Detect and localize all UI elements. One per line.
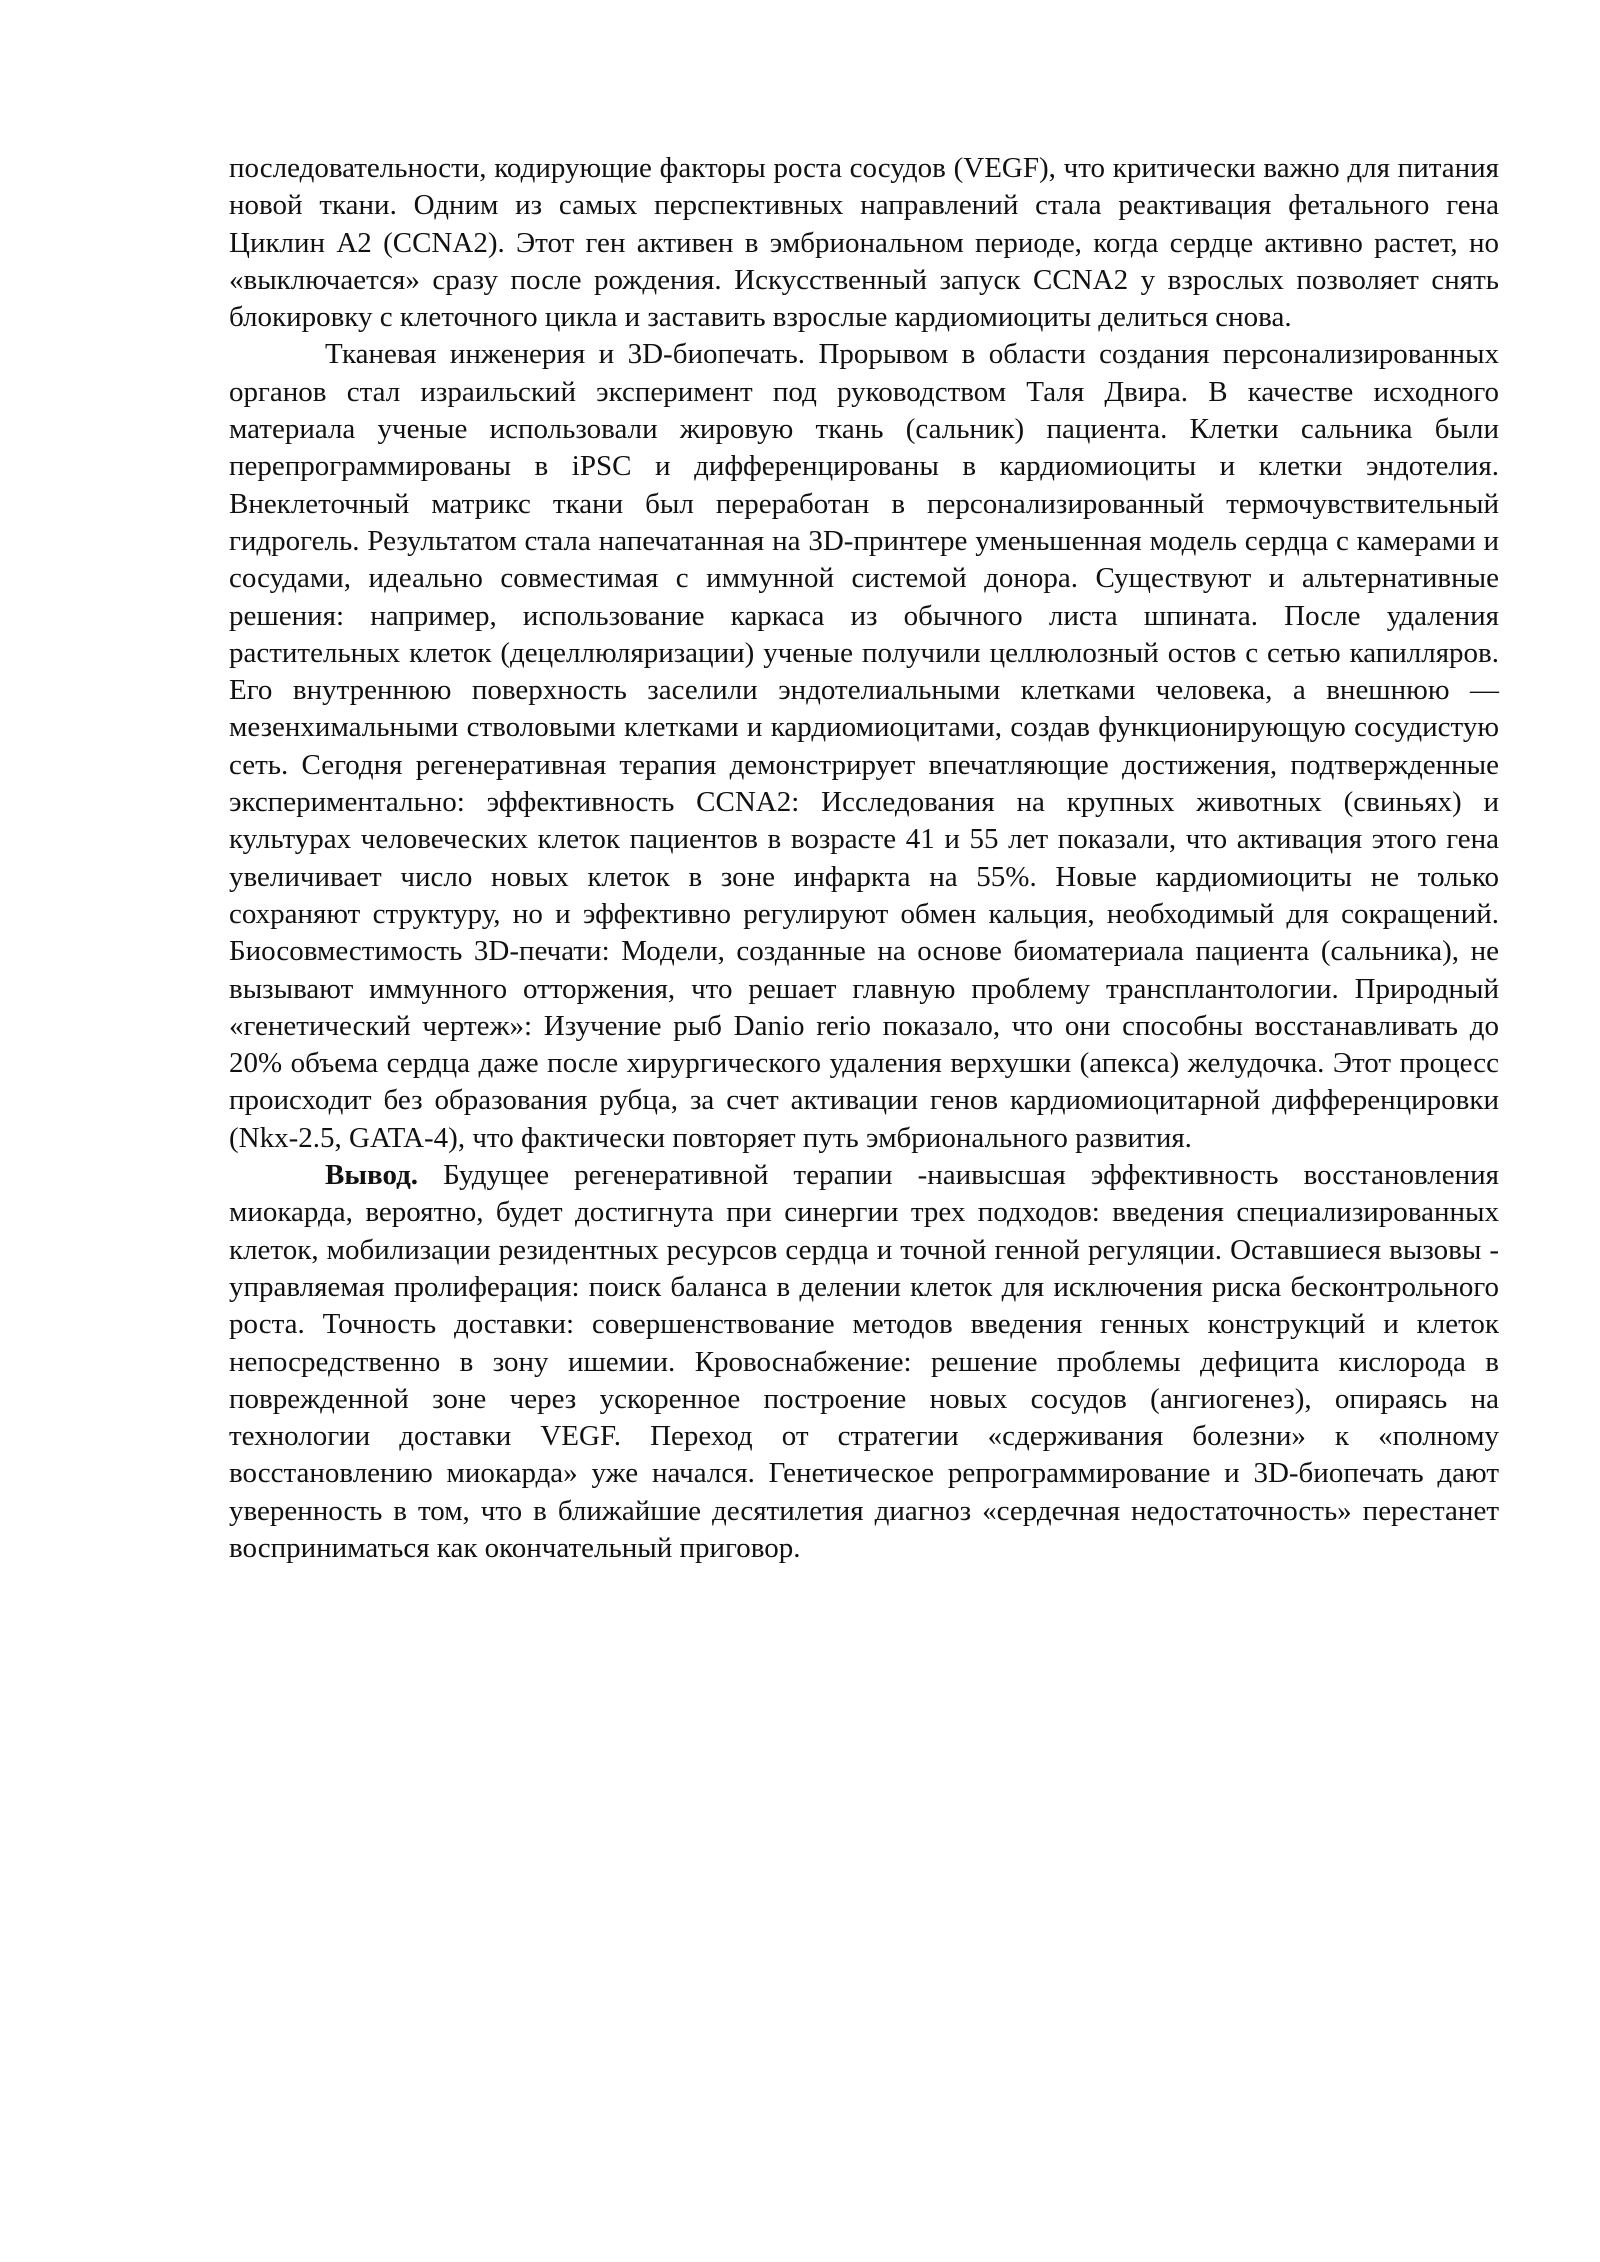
paragraph-intro: последовательности, кодирующие факторы роста сосудов (VEGF), что критически важно для питания новой ткани. Одним из самых перспективных направлений стала реактивация фетального гена Циклин А2 (CCNA2). Этот ген активен в эмбриональном периоде, когда сердце активно растет, но «выключается» сразу после рождения. Искусственный запуск CCNA2 у взрослых позволяет снять блокировку с клеточного цикла и заставить взрослые кардиомиоциты делиться снова. [229, 152, 1499, 334]
paragraph-conclusion [229, 1157, 1499, 1567]
paragraph-tissue-engineering: Тканевая инженерия и 3D-биопечать. Прорывом в области создания персонализированных органов стал израильский эксперимент под руководством Таля Двира. В качестве исходного материала ученые использовали жировую ткань (сальник) пациента. Клетки сальника были перепрограммированы в iPSC и дифференцированы в кардиомиоциты и клетки эндотелия. Внеклеточный матрикс ткани был переработан в персонализированный термочувствительный гидрогель. Результатом стала напечатанная на 3D-принтере уменьшенная модель сердца с камерами и сосудами, идеально совместимая с иммунной системой донора. Существуют и альтернативные решения: например, использование каркаса из обычного листа шпината. После удаления растительных клеток (децеллюляризации) ученые получили целлюлозный остов с сетью капилляров. Его внутреннюю поверхность заселили эндотелиальными клетками человека, а внешнюю — мезенхимальными стволовыми клетками и кардиомиоцитами, создав функционирующую сосудистую сеть. Сегодня регенеративная терапия демонстрирует впечатляющие достижения, подтвержденные экспериментально: эффективность CCNA2: Исследования на крупных животных (свиньях) и культурах человеческих клеток пациентов в возрасте 41 и 55 лет показали, что активация этого гена увеличивает число новых клеток в зоне инфаркта на 55%. Новые кардиомиоциты не только сохраняют структуру, но и эффективно регулируют обмен кальция, необходимый для сокращений. Биосовместимость 3D-печати: Модели, созданные на основе биоматериала пациента (сальника), не вызывают иммунного отторжения, что решает главную проблему трансплантологии. Природный «генетический чертеж»: Изучение рыб Danio rerio показало, что они способны восстанавливать до 20% объема сердца даже после хирургического удаления верхушки (апекса) желудочка. Этот процесс происходит без образования рубца, за счет активации генов кардиомиоцитарной дифференцировки (Nkx-2.5, GATA-4), что фактически повторяет путь эмбрионального развития. [229, 338, 1499, 1154]
document-page [229, 150, 1499, 1567]
conclusion-text: Будущее регенеративной терапии -наивысшая эффективность восстановления миокарда, вероятно, будет достигнута при синергии трех подходов: введения специализированных клеток, мобилизации резидентных ресурсов сердца и точной генной регуляции. Оставшиеся вызовы - управляемая пролиферация: поиск баланса в делении клеток для исключения риска бесконтрольного роста. Точность доставки: совершенствование методов введения генных конструкций и клеток непосредственно в зону ишемии. Кровоснабжение: решение проблемы дефицита кислорода в поврежденной зоне через ускоренное построение новых сосудов (ангиогенез), опираясь на технологии доставки VEGF. Переход от стратегии «сдерживания болезни» к «полному восстановлению миокарда» уже начался. Генетическое репрограммирование и 3D-биопечать дают уверенность в том, что в ближайшие десятилетия диагноз «сердечная недостаточность» перестанет восприниматься как окончательный приговор. [229, 1159, 1499, 1564]
conclusion-label: Вывод. [325, 1159, 419, 1192]
